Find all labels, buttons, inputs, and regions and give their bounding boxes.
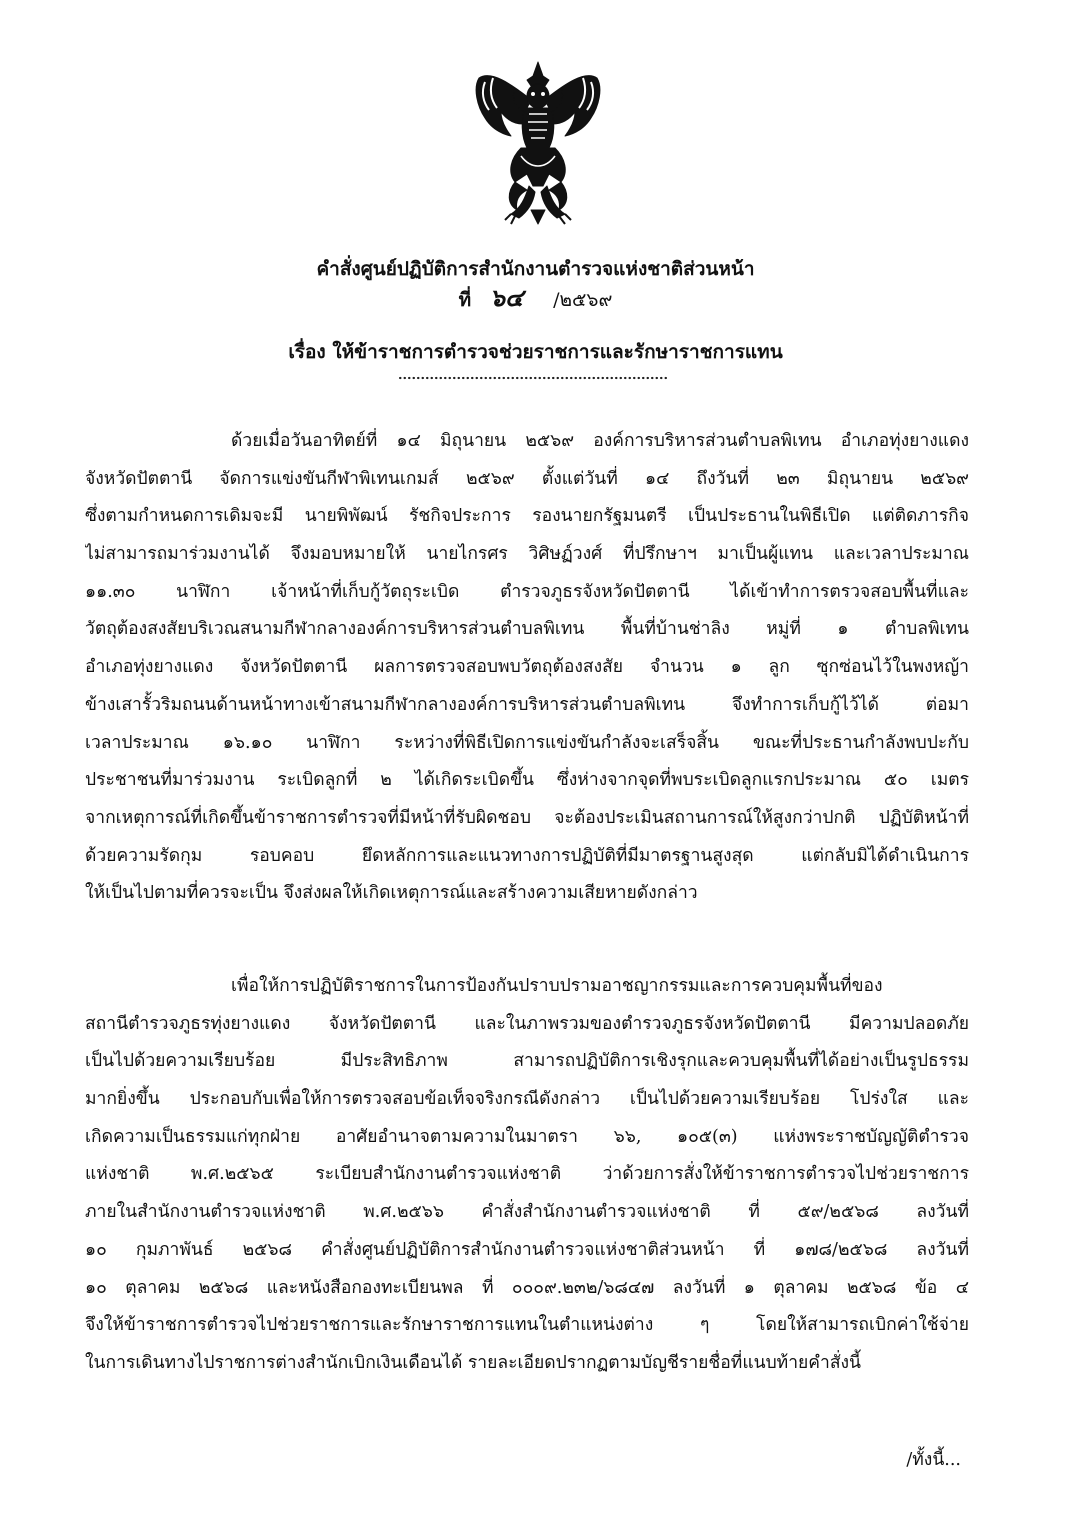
paragraph-line: เพื่อให้การปฏิบัติราชการในการป้องกันปราบปรามอาชญากรรมและการควบคุมพื้นที่ของ bbox=[231, 976, 883, 996]
paragraph-line: ด้วยเมื่อวันอาทิตย์ที่ ๑๔ มิถุนายน ๒๕๖๙ องค์การบริหารส่วนตำบลพิเทน อำเภอทุ่งยางแดง bbox=[231, 431, 969, 451]
paragraph-line: จากเหตุการณ์ที่เกิดขึ้นข้าราชการตำรวจที่มีหน้าที่รับผิดชอบ จะต้องประเมินสถานการณ์ให้สูงกว่าปกติ ปฏิบัติหน้าที่ bbox=[85, 807, 969, 828]
order-title: คำสั่งศูนย์ปฏิบัติการสำนักงานตำรวจแห่งชาติส่วนหน้า bbox=[316, 258, 755, 280]
paragraph-line: แห่งชาติ พ.ศ.๒๕๖๕ ระเบียบสำนักงานตำรวจแห่งชาติ ว่าด้วยการสั่งให้ข้าราชการตำรวจไปช่วยราชการ bbox=[85, 1164, 969, 1185]
paragraph-line: เวลาประมาณ ๑๖.๑๐ นาฬิกา ระหว่างที่พิธีเปิดการแข่งขันกำลังจะเสร็จสิ้น ขณะที่ประธานกำลังพบปะกับ bbox=[85, 732, 969, 753]
paragraph-line: ๑๑.๓๐ นาฬิกา เจ้าหน้าที่เก็บกู้วัตถุระเบิด ตำรวจภูธรจังหวัดปัตตานี ได้เข้าทำการตรวจสอบพื้นที่และ bbox=[85, 581, 969, 602]
paragraph-line: ให้เป็นไปตามที่ควรจะเป็น จึงส่งผลให้เกิดเหตุการณ์และสร้างความเสียหายดังกล่าว bbox=[85, 883, 698, 904]
paragraph-line: ข้างเสารั้วริมถนนด้านหน้าทางเข้าสนามกีฬากลางองค์การบริหารส่วนตำบลพิเทน จึงทำการเก็บกู้ไว้ได้ ต่อมา bbox=[85, 694, 969, 715]
paragraph-1 bbox=[85, 423, 969, 913]
dotted-divider bbox=[398, 376, 668, 380]
paragraph-line: สถานีตำรวจภูธรทุ่งยางแดง จังหวัดปัตตานี และในภาพรวมของตำรวจภูธรจังหวัดปัตตานี มีความปลอดภัย bbox=[85, 1013, 969, 1034]
paragraph-line: เกิดความเป็นธรรมแก่ทุกฝ่าย อาศัยอำนาจตามความในมาตรา ๖๖, ๑๐๕(๓) แห่งพระราชบัญญัติตำรวจ bbox=[85, 1126, 969, 1147]
paragraph-line: ภายในสำนักงานตำรวจแห่งชาติ พ.ศ.๒๕๖๖ คำสั่งสำนักงานตำรวจแห่งชาติ ที่ ๕๙/๒๕๖๘ ลงวันที่ bbox=[85, 1202, 969, 1223]
garuda-emblem-icon bbox=[471, 58, 605, 226]
paragraph-2 bbox=[85, 968, 969, 1383]
paragraph-line: จึงให้ข้าราชการตำรวจไปช่วยราชการและรักษาราชการแทนในตำแหน่งต่าง ๆ โดยให้สามารถเบิกค่าใช้จ่าย bbox=[85, 1315, 969, 1336]
paragraph-line: มากยิ่งขึ้น ประกอบกับเพื่อให้การตรวจสอบข้อเท็จจริงกรณีดังกล่าว เป็นไปด้วยความเรียบร้อย โปร่งใส และ bbox=[85, 1089, 969, 1110]
paragraph-line: ซึ่งตามกำหนดการเดิมจะมี นายพิพัฒน์ รัชกิจประการ รองนายกรัฐมนตรี เป็นประธานในพิธีเปิด แต่ติดภารกิจ bbox=[85, 506, 969, 527]
paragraph-line: ประชาชนที่มาร่วมงาน ระเบิดลูกที่ ๒ ได้เกิดระเบิดขึ้น ซึ่งห่างจากจุดที่พบระเบิดลูกแรกประมาณ ๕๐ เมตร bbox=[85, 770, 969, 791]
paragraph-line: ๑๐ กุมภาพันธ์ ๒๕๖๘ คำสั่งศูนย์ปฏิบัติการสำนักงานตำรวจแห่งชาติส่วนหน้า ที่ ๑๗๘/๒๕๖๘ ลงวันที่ bbox=[85, 1239, 969, 1260]
paragraph-line: วัตถุต้องสงสัยบริเวณสนามกีฬากลางองค์การบริหารส่วนตำบลพิเทน พื้นที่บ้านช่าลิง หมู่ที่ ๑ ตำบลพิเทน bbox=[85, 619, 969, 640]
order-number: ๖๔ bbox=[489, 284, 524, 312]
paragraph-line: ในการเดินทางไปราชการต่างสำนักเบิกเงินเดือนได้ รายละเอียดปรากฏตามบัญชีรายชื่อที่แนบท้ายคำสั่งนี้ bbox=[85, 1352, 862, 1373]
order-number-line bbox=[0, 285, 1071, 313]
paragraph-line: ด้วยความรัดกุม รอบคอบ ยึดหลักการและแนวทางการปฏิบัติที่มีมาตรฐานสูงสุด แต่กลับมิได้ดำเนินการ bbox=[85, 845, 969, 866]
order-subject: เรื่อง ให้ข้าราชการตำรวจช่วยราชการและรักษาราชการแทน bbox=[288, 341, 783, 363]
paragraph-line: ๑๐ ตุลาคม ๒๕๖๘ และหนังสือกองทะเบียนพล ที่ ๐๐๐๙.๒๓๒/๖๘๔๗ ลงวันที่ ๑ ตุลาคม ๒๕๖๘ ข้อ ๔ bbox=[85, 1277, 969, 1298]
paragraph-line: เป็นไปด้วยความเรียบร้อย มีประสิทธิภาพ สามารถปฏิบัติการเชิงรุกและควบคุมพื้นที่ได้อย่างเป็นรูปธรรม bbox=[85, 1051, 969, 1072]
order-prefix: ที่ bbox=[458, 289, 472, 311]
paragraph-line: จังหวัดปัตตานี จัดการแข่งขันกีฬาพิเทนเกมส์ ๒๕๖๙ ตั้งแต่วันที่ ๑๔ ถึงวันที่ ๒๓ มิถุนายน ๒๕๖๙ bbox=[85, 468, 969, 489]
paragraph-line: อำเภอทุ่งยางแดง จังหวัดปัตตานี ผลการตรวจสอบพบวัตถุต้องสงสัย จำนวน ๑ ลูก ซุกซ่อนไว้ในพงหญ้า bbox=[85, 657, 969, 678]
paragraph-line: ไม่สามารถมาร่วมงานได้ จึงมอบหมายให้ นายไกรศร วิศิษฏ์วงศ์ ที่ปรึกษาฯ มาเป็นผู้แทน และเวลาประมาณ bbox=[85, 544, 969, 565]
continuation-marker: /ทั้งนี้... bbox=[906, 1450, 961, 1470]
order-year: /๒๕๖๙ bbox=[553, 289, 613, 311]
